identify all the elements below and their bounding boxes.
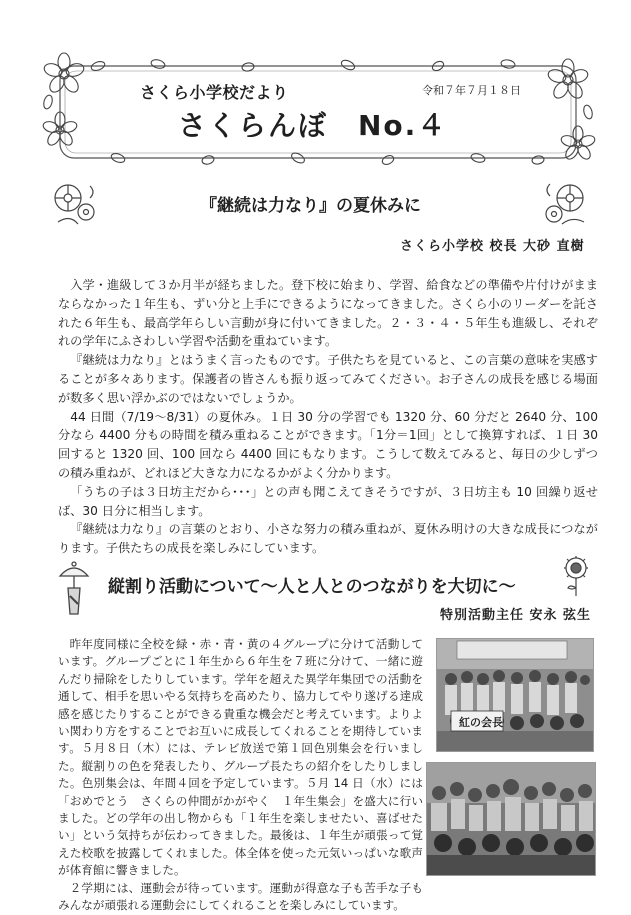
issue-date: 令和７年７月１８日 [422, 84, 521, 97]
newsletter-title: さくらんぼ No.４ [178, 109, 448, 142]
section2-author: 特別活動主任 安永 弦生 [440, 608, 592, 623]
photo-banner-text: 紅の会長 [459, 716, 503, 729]
wind-chime-icon [54, 558, 94, 622]
paragraph: 『継続は力なり』の言葉のとおり、小さな努力の積み重ねが、夏休み明けの大きな成長につながります。子供たちの成長を楽しみにしています。 [58, 522, 598, 556]
paragraph: ２学期には、運動会が待っています。運動が得意な子も苦手な子もみんなが頑張れる運動会にしてくれることを楽しみにしています。 [58, 880, 423, 913]
section2-title: 縦割り活動について～人と人とのつながりを大切に～ [108, 577, 516, 597]
paragraph: 「うちの子は３日坊主だから･･･」との声も聞こえてきそうですが、３日坊主も 10 回繰り返せば、30 日分に相当します。 [58, 484, 598, 518]
paragraph: 『継続は力なり』とはうまく言ったものです。子供たちを見ていると、この言葉の意味を実感することが多々あります。保護者の皆さんも振り返ってみてください。お子さんの成長を感じる場面が数多く思い浮かぶのではないでしょうか。 [58, 353, 598, 405]
morning-glory-icon [50, 178, 98, 228]
newsletter-school-name: さくら小学校だより [140, 83, 289, 102]
section1-author: さくら小学校 校長 大砂 直樹 [400, 239, 585, 254]
paragraph: 44 日間（7/19～8/31）の夏休み。１日 30 分の学習でも 1320 分、60 分だと 2640 分、100 分なら 4400 分もの時間を積み重ねることができます。「1分＝1回」として換算すれば、１日 30回すると 1320 回、100 回なら 4400 回にもなります。こうして数えてみると、毎日の少しずつの積み重ねが、どれほど大きな力になるかがよく分かります。 [58, 409, 598, 480]
morning-glory-icon [542, 178, 590, 228]
section2-body [58, 636, 423, 915]
group-photo-assembly [436, 638, 594, 752]
sunflower-icon [562, 556, 590, 596]
photo-performance-crowd [426, 762, 596, 876]
section1-body [58, 276, 598, 558]
paragraph: 昨年度同様に全校を緑・赤・青・黄の４グループに分けて活動しています。グループごとに１年生から６年生を７班に分けて、一緒に遊んだり掃除をしたりしています。学年を超えた異学年集団での活動を通して、相手を思いやる気持ちを高めたり、協力してやり遂げる達成感を感じたりすることができる貴重な機会だと考えています。よりよい関わり方をすることでお互いに成長してくれることを期待しています。５月８日（木）には、テレビ放送で第１回色別集会を行いました。縦割りの色を発表したり、グループ長たちの紹介をしたりしました。色別集会は、年間４回を予定しています。５月 14 日（水）には「おめでとう さくらの仲間がかがやく １年生集会」を盛大に行いました。どの学年の出し物からも「１年生を楽しませたい、喜ばせたい」という気持ちが伝わってきました。最後は、１年生が頑張って覚えた校歌を披露してくれました。体全体を使った元気いっぱいな歌声が体育館に響きました。 [58, 637, 423, 878]
section1-title: 『継続は力なり』の夏休みに [200, 196, 421, 216]
paragraph: 入学・進級して３か月半が経ちました。登下校に始まり、学習、給食などの準備や片付けがままならなかった１年生も、ずい分と上手にできるようになってきました。さくら小のリーダーを託された６年生も、最高学年らしい言動が身に付いてきました。２・３・４・５年生も進級し、それぞれの学年にふさわしい学習や活動を重ねています。 [58, 278, 598, 349]
